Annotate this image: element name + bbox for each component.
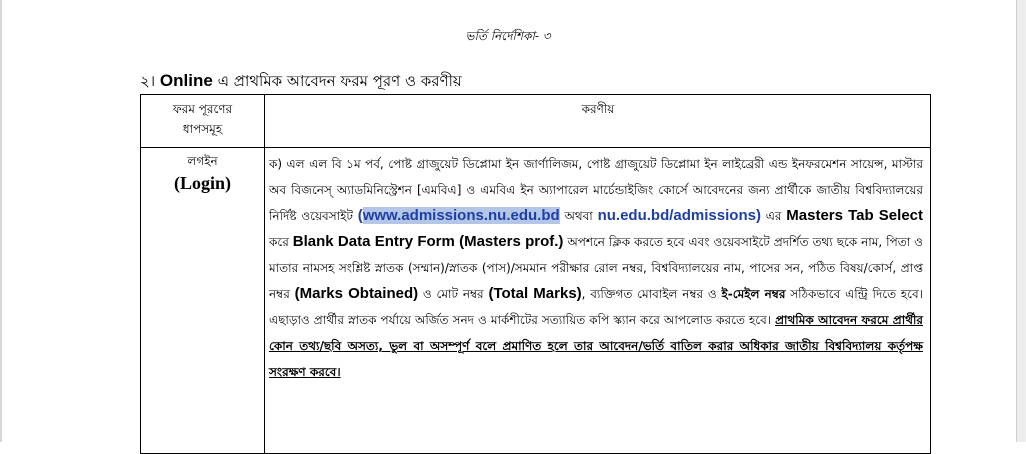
step-cell-login bbox=[141, 152, 264, 196]
page-header: ভর্তি নির্দেশিকা- ৩ bbox=[465, 29, 551, 43]
total-marks-text: (Total Marks) bbox=[488, 285, 582, 302]
body-text-or: অথবা bbox=[564, 209, 593, 223]
body-text-3: ও মোট নম্বর bbox=[422, 287, 484, 301]
instructions-table bbox=[140, 94, 931, 454]
email-text: ই-মেইল নম্বর bbox=[721, 287, 786, 301]
viewer-left-edge bbox=[0, 0, 2, 442]
body-text-5: সঠিকভাবে এন্ট্রি দিতে হবে। এছাড়াও প্রার্থীর স্নাতক পর্যায়ে অর্জিত সনদ ও মার্কশীটের সত্যায়িত কপি স্ক্যান করে আপলোড করতে হবে। bbox=[269, 287, 923, 327]
masters-tab-text: Masters Tab Select bbox=[786, 207, 923, 224]
url-open-paren: ( bbox=[357, 207, 363, 224]
marks-obtained-text: (Marks Obtained) bbox=[294, 285, 419, 302]
header-tasks: করণীয় bbox=[581, 102, 615, 116]
body-text-1: ক) এল এল বি ১ম পর্ব, পোষ্ট গ্রাজুয়েট ডিপ্লোমা ইন জার্ণালিজম, পোষ্ট গ্রাজুয়েট ডিপ্লোমা ইন লাইব্রেরী এন্ড ইনফরমেশন সায়েন্স, মাস্টার অব বিজনেস্ অ্যাডমিনিস্ট্রেশন [এমবিএ] ও এমবিএ ইন অ্যাপারেল মার্চেন্ডাইজিং কোর্সে আবেদনের জন্য প্রার্থীকে জাতীয় বিশ্ববিদ্যালয়ের নির্দিষ্ট ওয়েবসাইট bbox=[269, 157, 923, 223]
row-divider bbox=[141, 147, 930, 148]
body-text-2: অপশনে ক্লিক করতে হবে এবং ওয়েবসাইটে প্রদর্শিত তথ্য ছকে নাম, পিতা ও মাতার নামসহ সংশ্লিষ্ট স্নাতক (সম্মান)/স্নাতক (পাস)/সমমান পরীক্ষার রোল নম্বর, বিশ্ববিদ্যালয়ের নাম, পাসের সন, পঠিত বিষয়/কোর্স, প্রাপ্ত নম্বর bbox=[269, 235, 923, 301]
header-steps bbox=[141, 99, 264, 139]
step-label-en: (Login) bbox=[173, 173, 231, 193]
section-number: ২। bbox=[140, 72, 156, 90]
admissions-link[interactable]: www.admissions.nu.edu.bd bbox=[362, 207, 560, 224]
body-text-kore: করে bbox=[269, 235, 289, 249]
section-title-en: Online bbox=[159, 71, 213, 90]
instructions-body bbox=[269, 151, 923, 385]
section-title-bn: এ প্রাথমিক আবেদন ফরম পূরণ ও করণীয় bbox=[217, 72, 462, 90]
header-steps-line2: ধাপসমূহ bbox=[182, 122, 223, 136]
viewer-scrollbar[interactable] bbox=[1016, 0, 1026, 442]
body-text-er: এর bbox=[765, 209, 782, 223]
body-text-4: , ব্যক্তিগত মোবাইল নম্বর ও bbox=[581, 287, 717, 301]
blank-form-text: Blank Data Entry Form (Masters prof.) bbox=[292, 233, 564, 250]
step-label-bn: লগইন bbox=[187, 154, 218, 168]
warning-text: প্রাথমিক আবেদন ফরমে প্রার্থীর কোন তথ্য/ছবি অসত্য, ভুল বা অসম্পূর্ণ বলে প্রমাণিত হলে তার আবেদন/ভর্তি বাতিল করার অধিকার জাতীয় বিশ্ববিদ্যালয় কর্তৃপক্ষ সংরক্ষণ করবে। bbox=[269, 313, 923, 379]
column-divider bbox=[264, 95, 265, 453]
instructions-paragraph bbox=[269, 151, 923, 385]
section-heading bbox=[140, 70, 462, 95]
header-steps-line1: ফরম পূরণের bbox=[172, 102, 233, 116]
nu-admissions-link[interactable]: nu.edu.bd/admissions) bbox=[597, 207, 761, 224]
